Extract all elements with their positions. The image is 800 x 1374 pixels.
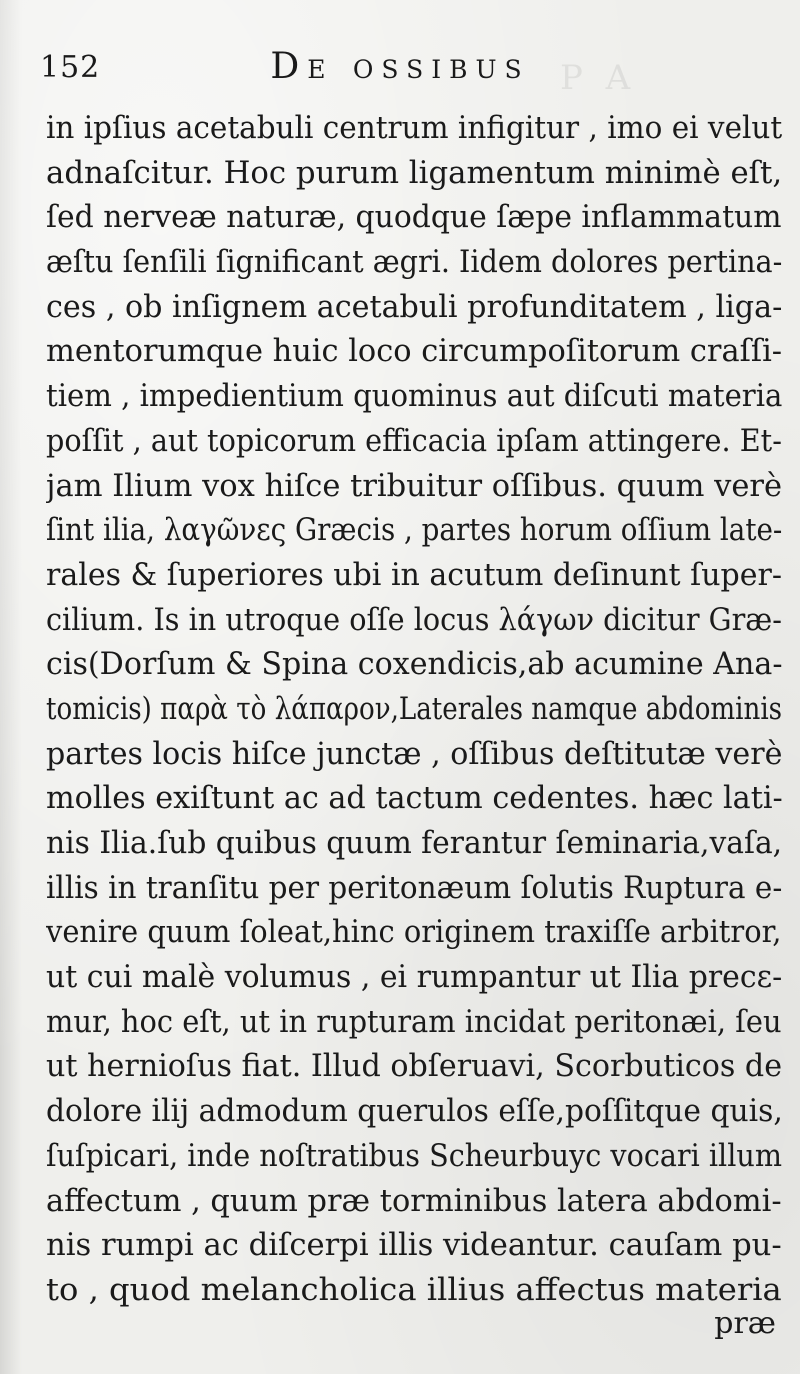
text-line: ſint ilia, λαγῶνες Græcis , partes horum oſſium late- xyxy=(46,513,783,549)
page-number: 152 xyxy=(40,50,101,85)
text-line: æſtu ſenſili ſignificant ægri. Iidem dolores pertina- xyxy=(46,245,783,281)
running-title: De ossibus xyxy=(270,46,530,87)
text-line: poſſit , aut topicorum efficacia ipſam attingere. Et- xyxy=(46,423,782,459)
reverse-page-show-through: P A xyxy=(560,58,637,98)
text-line: in ipſius acetabuli centrum infigitur , imo ei velut xyxy=(46,111,783,146)
text-line: ut hernioſus fiat. Illud obſeruavi, Scorbuticos de xyxy=(46,1049,783,1085)
text-line: adnaſcitur. Hoc purum ligamentum minimè eſt, xyxy=(46,155,782,191)
catchword: præ xyxy=(714,1306,776,1341)
text-line: partes locis hiſce junctæ , oſſibus deſtitutæ verè xyxy=(46,736,783,772)
text-line: illis in tranſitu per peritonæum ſolutis Ruptura e- xyxy=(46,870,783,906)
text-line: to , quod melancholica illius affectus materia xyxy=(46,1272,782,1308)
text-line: ces , ob inſignem acetabuli profunditatem , liga- xyxy=(46,289,782,325)
text-line: jam Ilium vox hiſce tribuitur oſſibus. quum verè xyxy=(46,468,782,504)
text-line: tiem , impedientium quominus aut diſcuti materia xyxy=(46,379,783,415)
text-line: ut cui malè volumus , ei rumpantur ut Ilia precε- xyxy=(46,960,782,996)
text-line: affectum , quum præ torminibus latera abdomi- xyxy=(46,1183,782,1219)
text-line: dolore ilij admodum querulos eſſe,poſſitque quis, xyxy=(46,1094,783,1130)
text-line: venire quum ſoleat,hinc originem traxiſſe arbitror, xyxy=(46,915,782,951)
text-line: ſed nerveæ naturæ, quodque ſæpe inflammatum xyxy=(46,200,782,236)
text-line: ſuſpicari, inde noſtratibus Scheurbuyc vocari illum xyxy=(46,1138,782,1174)
text-line: tomicis) παρὰ τὸ λάπαρον,Laterales namque abdominis xyxy=(46,691,783,727)
text-line: nis rumpi ac diſcerpi illis videantur. cauſam pu- xyxy=(46,1228,782,1264)
body-text xyxy=(46,107,782,1314)
text-line: rales & ſuperiores ubi in acutum deſinunt ſuper- xyxy=(46,557,783,593)
text-line: cilium. Is in utroque oſſe locus λάγων dicitur Græ- xyxy=(46,602,782,638)
text-line: cis(Dorſum & Spina coxendicis,ab acumine Ana- xyxy=(46,647,783,683)
text-line: mentorumque huic loco circumpoſitorum craſſi- xyxy=(46,334,782,370)
text-line: mur, hoc eſt, ut in rupturam incidat peritonæi, ſeu xyxy=(46,1004,782,1040)
text-line: nis Ilia.ſub quibus quum ferantur ſeminaria,vaſa, xyxy=(46,826,783,861)
text-line: molles exiſtunt ac ad tactum cedentes. hæc lati- xyxy=(46,781,783,817)
page-header xyxy=(40,46,760,106)
